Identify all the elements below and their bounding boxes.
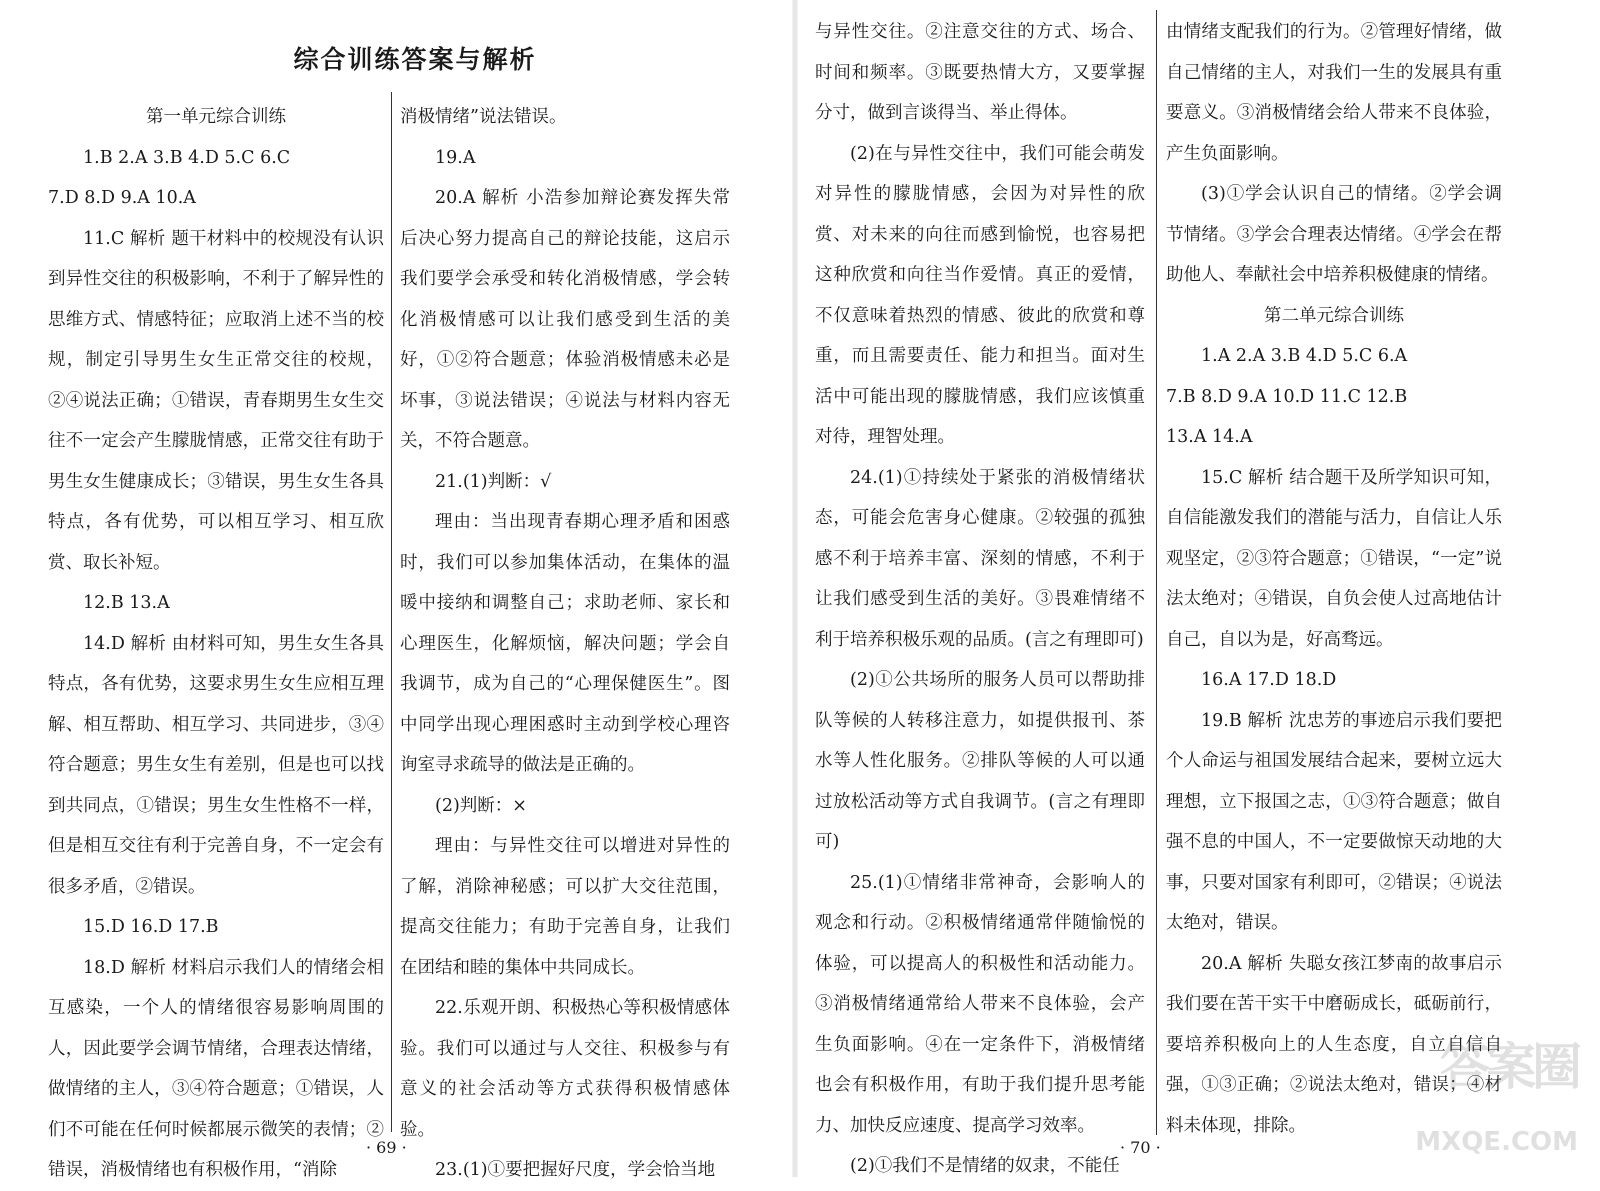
left-column-1	[48, 97, 384, 1191]
answer-paragraph: 15.D 16.D 17.B	[83, 917, 219, 937]
answer-paragraph: (2)判断：×	[435, 795, 527, 816]
answer-paragraph: 1.B 2.A 3.B 4.D 5.C 6.C	[83, 147, 291, 168]
left-page	[0, 0, 790, 1180]
answer-paragraph: 14.D 解析 由材料可知，男生女生各具特点，各有优势，这要求男生女生应相互理解、相互帮助、相互学习、共同进步，③④符合题意；男生女生有差别，但是也可以找到共同点，①错误；男生女生性格不一样，但是相互交往有利于完善自身，不一定会有很多矛盾，②错误。	[48, 633, 384, 897]
answer-paragraph: 22.乐观开朗、积极热心等积极情感体验。我们可以通过与人交往、积极参与有意义的社会活动等方式获得积极情感体验。	[400, 998, 730, 1140]
page-number-right: · 70 ·	[1120, 1138, 1161, 1157]
answer-paragraph: (2)①我们不是情绪的奴隶，不能任	[850, 1156, 1120, 1176]
right-column-2	[1166, 12, 1502, 1146]
watermark-text: 答案圈	[1440, 1038, 1578, 1096]
answer-paragraph: 7.B 8.D 9.A 10.D 11.C 12.B	[1166, 386, 1408, 407]
answer-paragraph: 与异性交往。②注意交往的方式、场合、时间和频率。③既要热情大方，又要掌握分寸，做到言谈得当、举止得体。	[815, 22, 1145, 123]
answer-paragraph: 11.C 解析 题干材料中的校规没有认识到异性交往的积极影响，不利于了解异性的思维方式、情感特征；应取消上述不当的校规，制定引导男生女生正常交往的校规，②④说法正确；①错误，青春期男生女生交往不一定会产生朦胧情感，正常交往有助于男生女生健康成长；③错误，男生女生各具特点，各有优势，可以相互学习、相互欣赏、取长补短。	[48, 228, 384, 573]
answer-paragraph: 19.B 解析 沈忠芳的事迹启示我们要把个人命运与祖国发展结合起来，要树立远大理想，立下报国之志，①③符合题意；做自强不息的中国人，不一定要做惊天动地的大事，只要对国家有利即可，②错误；④说法太绝对，错误。	[1166, 710, 1502, 933]
column-divider	[391, 92, 392, 1132]
answer-paragraph: 1.A 2.A 3.B 4.D 5.C 6.A	[1201, 346, 1408, 366]
answer-paragraph: 第一单元综合训练	[146, 107, 286, 127]
column-divider	[1156, 10, 1157, 1135]
book-gutter	[792, 0, 798, 1177]
answer-paragraph: 25.(1)①情绪非常神奇，会影响人的观念和行动。②积极情绪通常伴随愉悦的体验，可以提高人的积极性和活动能力。③消极情绪通常给人带来不良体验，会产生负面影响。④在一定条件下，消极情绪也会有积极作用，有助于我们提升思考能力、加快反应速度、提高学习效率。	[815, 872, 1145, 1136]
answer-paragraph: 7.D 8.D 9.A 10.A	[48, 188, 196, 208]
answer-paragraph: 由情绪支配我们的行为。②管理好情绪，做自己情绪的主人，对我们一生的发展具有重要意义。③消极情绪会给人带来不良体验，产生负面影响。	[1166, 22, 1502, 164]
answer-paragraph: 20.A 解析 小浩参加辩论赛发挥失常后决心努力提高自己的辩论技能，这启示我们要学会承受和转化消极情感，学会转化消极情感可以让我们感受到生活的美好，①②符合题意；体验消极情感未必是坏事，③说法错误；④说法与材料内容无关，不符合题意。	[400, 188, 730, 451]
answer-paragraph: (2)在与异性交往中，我们可能会萌发对异性的朦胧情感，会因为对异性的欣赏、对未来的向往而感到愉悦，也容易把这种欣赏和向往当作爱情。真正的爱情，不仅意味着热烈的情感、彼此的欣赏和尊重，而且需要责任、能力和担当。面对生活中可能出现的朦胧情感，我们应该慎重对待，理智处理。	[815, 143, 1145, 447]
answer-paragraph: 23.(1)①要把握好尺度，学会恰当地	[435, 1160, 716, 1180]
answer-paragraph: 12.B 13.A	[83, 593, 170, 613]
answer-paragraph: 16.A 17.D 18.D	[1201, 670, 1337, 690]
right-column-1	[815, 12, 1145, 1187]
answer-paragraph: (2)①公共场所的服务人员可以帮助排队等候的人转移注意力，如提供报刊、茶水等人性化服务。②排队等候的人可以通过放松活动等方式自我调节。(言之有理即可)	[815, 670, 1145, 852]
answer-paragraph: 理由：与异性交往可以增进对异性的了解，消除神秘感；可以扩大交往范围，提高交往能力；有助于完善自身，让我们在团结和睦的集体中共同成长。	[400, 836, 730, 978]
answer-paragraph: 18.D 解析 材料启示我们人的情绪会相互感染，一个人的情绪很容易影响周围的人，因此要学会调节情绪，合理表达情绪，做情绪的主人，③④符合题意；①错误，人们不可能在任何时候都展示微笑的表情；②错误，消极情绪也有积极作用，“消除	[48, 957, 384, 1180]
answer-paragraph: 19.A	[435, 147, 476, 168]
answer-paragraph: (3)①学会认识自己的情绪。②学会调节情绪。③学会合理表达情绪。④学会在帮助他人、奉献社会中培养积极健康的情绪。	[1166, 184, 1502, 285]
answer-paragraph: 第二单元综合训练	[1264, 305, 1404, 326]
answer-paragraph: 消极情绪”说法错误。	[400, 107, 567, 127]
watermark-url: MXQE.COM	[1415, 1127, 1578, 1157]
answer-paragraph: 13.A 14.A	[1166, 427, 1253, 447]
watermark-logo	[1415, 1027, 1578, 1157]
page-title: 综合训练答案与解析	[293, 45, 537, 74]
answer-paragraph: 24.(1)①持续处于紧张的消极情绪状态，可能会危害身心健康。②较强的孤独感不利于培养丰富、深刻的情感，不利于让我们感受到生活的美好。③畏难情绪不利于培养积极乐观的品质。(言之有理即可)	[815, 467, 1145, 650]
left-column-2	[400, 97, 730, 1191]
page-number-left: · 69 ·	[366, 1138, 407, 1157]
right-page	[800, 0, 1600, 1177]
answer-paragraph: 15.C 解析 结合题干及所学知识可知，自信能激发我们的潜能与活力，自信让人乐观坚定，②③符合题意；①错误，“一定”说法太绝对；④错误，自负会使人过高地估计自己，自以为是，好高骛远。	[1166, 467, 1502, 650]
answer-paragraph: 21.(1)判断：√	[435, 471, 552, 492]
answer-paragraph: 20.A 解析 失聪女孩江梦南的故事启示我们要在苦干实干中磨砺成长，砥砺前行，要培养积极向上的人生态度，自立自信自强，①③正确；②说法太绝对，错误；④材料未体现，排除。	[1166, 953, 1502, 1136]
answer-paragraph: 理由：当出现青春期心理矛盾和困惑时，我们可以参加集体活动，在集体的温暖中接纳和调整自己；求助老师、家长和心理医生，化解烦恼，解决问题；学会自我调节，成为自己的“心理保健医生”。图中同学出现心理困惑时主动到学校心理咨询室寻求疏导的做法是正确的。	[400, 512, 730, 775]
